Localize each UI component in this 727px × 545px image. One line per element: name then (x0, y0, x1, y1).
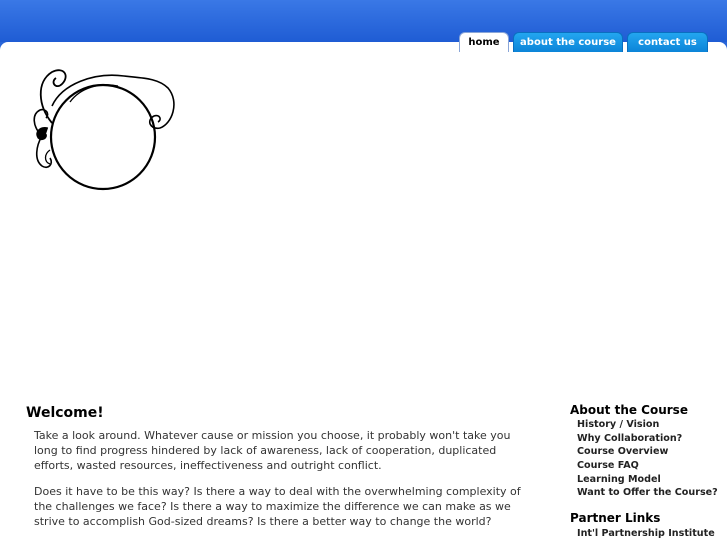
question-paragraph: Does it have to be this way? Is there a way to deal with the overwhelming complexity of the challenges we face? Is there a way to maximize the difference we can make as we strive to accomplish God-sized dreams? Is there a better way to change the world? (34, 485, 521, 529)
sidebar-partner-heading: Partner Links (570, 511, 661, 525)
tab-home[interactable]: home (459, 32, 509, 52)
sidebar-link-course-overview[interactable]: Course Overview (577, 446, 669, 458)
sidebar-about-heading: About the Course (570, 403, 688, 417)
sidebar-link-history-vision[interactable]: History / Vision (577, 419, 660, 430)
sidebar-link-intl-partnership-institute[interactable]: Int'l Partnership Institute (577, 528, 715, 539)
sidebar-partner-links (577, 527, 715, 541)
sidebar-link-learning-model[interactable]: Learning Model (577, 473, 661, 485)
sidebar-link-course-faq[interactable]: Course FAQ (577, 460, 639, 472)
sidebar-link-why-collaboration[interactable]: Why Collaboration? (577, 432, 683, 444)
main-nav (0, 32, 727, 54)
tab-about-the-course[interactable]: about the course (513, 32, 623, 52)
tab-contact-us[interactable]: contact us (627, 32, 708, 52)
intro-paragraph: Take a look around. Whatever cause or mission you choose, it probably won't take you long to find progress hindered by lack of awareness, lack of cooperation, duplicated efforts, wasted resources, ineffectiveness and outright conflict. (34, 429, 511, 473)
sidebar-about-links (577, 418, 718, 500)
page-title: Welcome! (26, 405, 104, 421)
sidebar-link-offer-course[interactable]: Want to Offer the Course? (577, 487, 718, 499)
ornate-circle-logo-icon (30, 66, 175, 196)
